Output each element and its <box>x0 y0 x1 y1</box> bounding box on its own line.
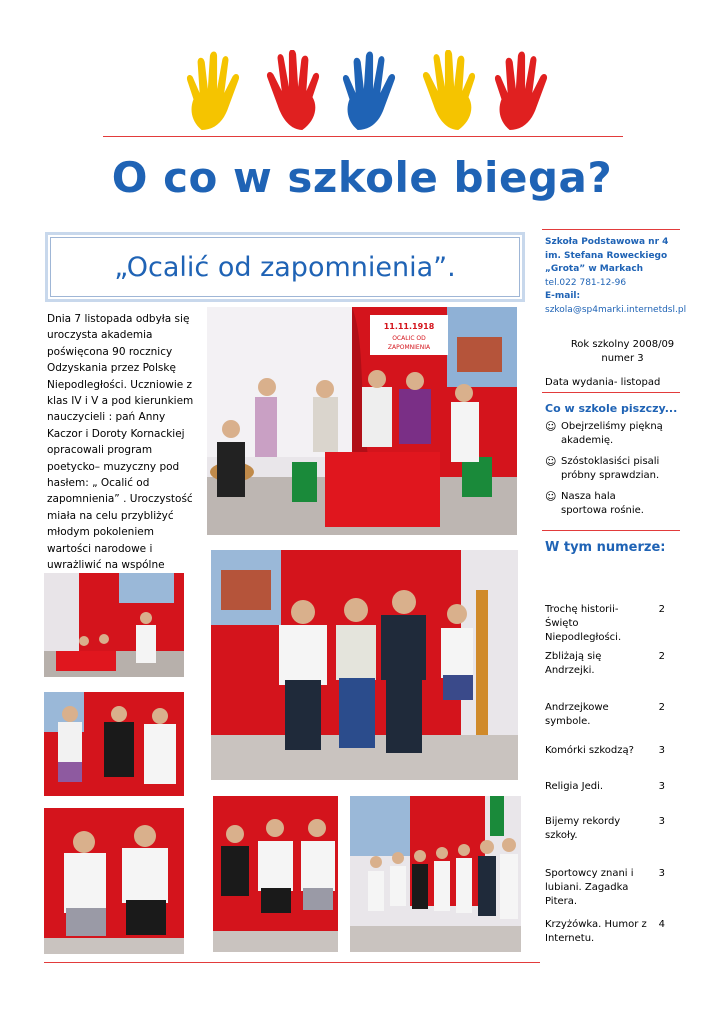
smiley-icon: ☺ <box>545 420 557 433</box>
subtitle-box <box>45 232 525 302</box>
photo-girls-singing <box>44 692 184 796</box>
red-handprint-icon <box>491 50 553 132</box>
photo-two-girls-microphones <box>44 808 184 954</box>
school-name: Szkoła Podstawowa nr 4 <box>545 237 669 247</box>
yellow-handprint-icon <box>417 50 479 132</box>
photo-akademia-small <box>44 573 184 677</box>
blue-handprint-icon <box>339 50 401 132</box>
article-headline: „Ocalić od zapomnienia”. <box>114 252 456 283</box>
smiley-icon: ☺ <box>545 490 557 503</box>
list-item: ☺ Szóstoklasiści pisali próbny sprawdzian. <box>545 455 660 481</box>
banner-date: 11.11.1918 <box>383 322 435 331</box>
newsletter-title: O co w szkole biega? <box>111 153 613 202</box>
photo-three-girls <box>213 796 338 952</box>
article-body: Dnia 7 listopada odbyła się uroczysta akademia poświęcona 90 rocznicy Odzyskania przez Polskę Niepodległości. Uczniowie z klas IV i V a pod kierunkiem nauczycieli : pań Anny Kaczor i Doroty Kornackiej opracowali program poetycko– muzyczny pod hasłem: „ Ocalić od zapomnienia” . Uroczystość miała na celu przybliżyć młodym pokoleniem wartości narodowe i uwrażliwić na wspólne <box>47 313 194 572</box>
news-list <box>545 420 665 525</box>
issue-info <box>545 338 700 366</box>
photo-akademia-stage <box>207 307 517 535</box>
school-year: Rok szkolny 2008/09 <box>570 339 675 350</box>
bottom-divider <box>44 962 540 963</box>
school-phone: tel.022 781-12-96 <box>545 277 627 288</box>
toc-entry[interactable]: Komórki szkodzą? 3 <box>545 745 665 756</box>
yellow-handprint-icon <box>183 50 245 132</box>
top-divider <box>103 136 623 137</box>
banner-line1: OCALIC OD <box>392 335 426 342</box>
email-label: E-mail: <box>545 291 581 301</box>
banner-line2: ZAPOMNIENIA <box>387 344 431 351</box>
sidebar-divider <box>542 229 680 230</box>
photo-group-students <box>350 796 521 952</box>
news-heading: Co w szkole piszczy... <box>545 402 678 415</box>
school-info <box>545 236 705 317</box>
toc-entry[interactable]: Andrzejkowe symbole. 2 <box>545 702 665 727</box>
toc-heading: W tym numerze: <box>545 540 666 555</box>
handprints-logo <box>183 50 553 135</box>
list-item: ☺ Obejrzeliśmy piękną akademię. <box>545 420 663 446</box>
issue-number: numer 3 <box>601 353 644 364</box>
toc-entry[interactable]: Trochę historii- Święto Niepodległości. 2 <box>545 604 665 643</box>
list-item: ☺ Nasza hala sportowa rośnie. <box>545 490 644 516</box>
photo-boys-performing <box>211 550 518 780</box>
red-handprint-icon <box>261 50 323 132</box>
sidebar-divider <box>542 392 680 393</box>
issue-date: Data wydania- listopad <box>545 377 661 388</box>
sidebar-divider <box>542 530 680 531</box>
school-location: „Grota” w Markach <box>545 264 644 274</box>
toc-entry[interactable]: Religia Jedi. 3 <box>545 781 665 792</box>
toc-entry[interactable]: Krzyżówka. Humor z Internetu. 4 <box>545 919 665 944</box>
smiley-icon: ☺ <box>545 455 557 468</box>
school-patron: im. Stefana Roweckiego <box>545 250 668 261</box>
toc-entry[interactable]: Zbliżają się Andrzejki. 2 <box>545 651 665 676</box>
toc-entry[interactable]: Bijemy rekordy szkoły. 3 <box>545 816 665 841</box>
school-email-link[interactable]: szkola@sp4marki.internetdsl.pl <box>545 304 687 315</box>
toc-entry[interactable]: Sportowcy znani i lubiani. Zagadka Pitera. 3 <box>545 868 665 907</box>
